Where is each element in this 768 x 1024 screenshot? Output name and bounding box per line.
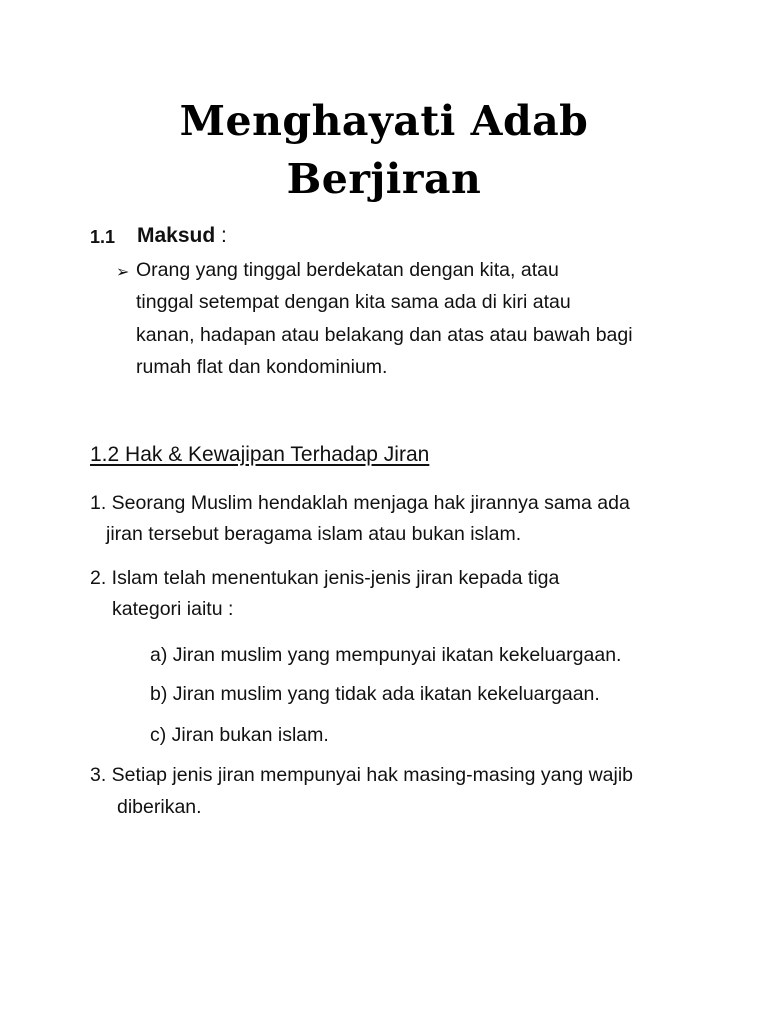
list-item-2-line: kategori iaitu : bbox=[112, 598, 234, 620]
section-1-heading bbox=[137, 222, 227, 250]
section-1-number: 1.1 bbox=[90, 227, 116, 247]
list-item-3-line: diberikan. bbox=[117, 796, 202, 818]
list-item-1-line: jiran tersebut beragama islam atau bukan islam. bbox=[106, 523, 522, 545]
list-item-1-line: 1. Seorang Muslim hendaklah menjaga hak jirannya sama ada bbox=[90, 492, 630, 514]
section-1-paragraph-line: rumah flat dan kondominium. bbox=[136, 356, 388, 378]
section-2-heading: 1.2 Hak & Kewajipan Terhadap Jiran bbox=[90, 443, 430, 466]
section-1-paragraph-line: tinggal setempat dengan kita sama ada di kiri atau bbox=[136, 291, 571, 313]
arrowhead-bullet-icon: ➢ bbox=[116, 262, 130, 281]
section-1-paragraph-line: Orang yang tinggal berdekatan dengan kita, atau bbox=[136, 259, 559, 281]
list-item-2-line: 2. Islam telah menentukan jenis-jenis jiran kepada tiga bbox=[90, 567, 560, 589]
section-1-heading-text: Maksud bbox=[137, 224, 216, 247]
document-title-line-2: Berjiran bbox=[286, 155, 482, 203]
sub-item-b: b) Jiran muslim yang tidak ada ikatan kekeluargaan. bbox=[150, 683, 600, 705]
section-1-heading-colon: : bbox=[215, 224, 227, 247]
section-1-paragraph-line: kanan, hadapan atau belakang dan atas atau bawah bagi bbox=[136, 324, 633, 346]
sub-item-c: c) Jiran bukan islam. bbox=[150, 724, 329, 746]
sub-item-a: a) Jiran muslim yang mempunyai ikatan kekeluargaan. bbox=[150, 644, 622, 666]
list-item-3-line: 3. Setiap jenis jiran mempunyai hak masing-masing yang wajib bbox=[90, 764, 634, 786]
document-title-line-1: Menghayati Adab bbox=[179, 97, 589, 145]
